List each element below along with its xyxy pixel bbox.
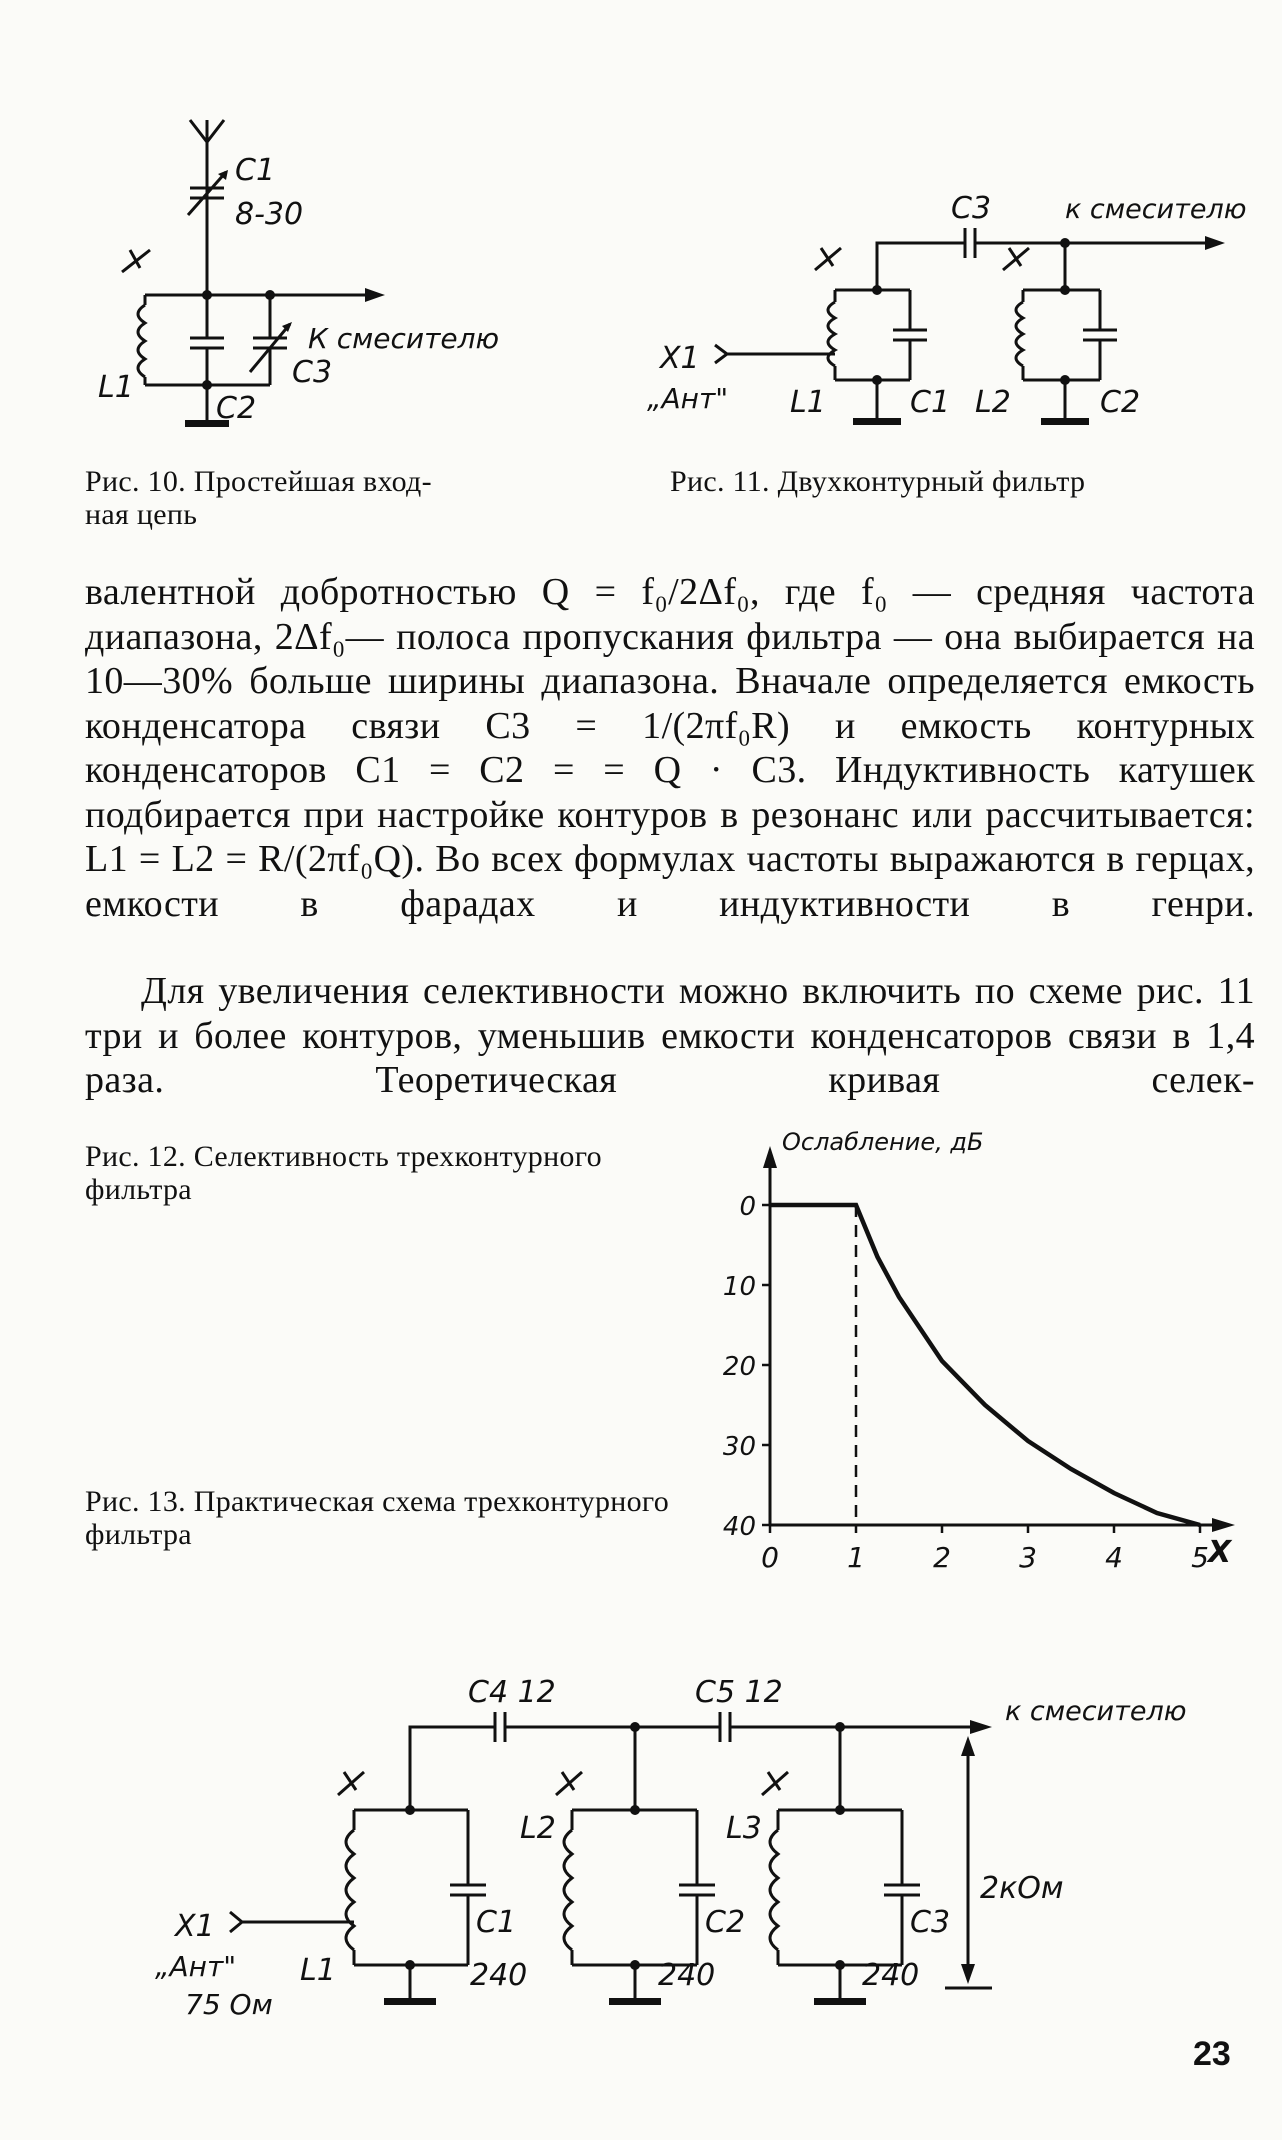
body-paragraph-1: валентной добротностью Q = f₀/2Δf₀, где f₀ — средняя частота диапазона, 2Δf₀— полоса пропускания фильтра — она выбирается на 10—30% больше ширины диапазона. Вначале определяется емкость конденсатора связи C3 = 1/(2πf₀R) и емкость контурных конденсаторов C1 = C2 = = Q · C3. Индуктивность катушек подбирается при настройке контуров в резонанс или рассчитывается: L1 = L2 = R/(2πf₀Q). Во всех формулах частоты выражаются в герцах, емкости в фарадах и индуктивности в генри.: [85, 571, 1255, 925]
chart-y-tick-label: 0: [739, 1192, 756, 1222]
fig13-label-to-mixer: к смесителю: [1005, 1696, 1187, 1727]
page-number: 23: [1193, 2035, 1231, 2073]
fig12-caption: Рис. 12. Селективность трехконтурного фильтра: [85, 1140, 602, 1206]
chart-x-tick-label: 5: [1191, 1541, 1209, 1574]
chart-x-tick-label: 4: [1105, 1541, 1123, 1574]
fig13-label-x1: X1: [175, 1909, 215, 1944]
fig11-label-x1: X1: [660, 341, 700, 376]
fig13-label-l1: L1: [300, 1953, 336, 1988]
fig13-label-c1-value: 240: [470, 1958, 528, 1993]
fig13-label-resistance: 2кОм: [980, 1871, 1064, 1906]
fig13-label-c2: C2: [705, 1905, 746, 1940]
fig13-label-c3-value: 240: [862, 1958, 920, 1993]
fig11-label-l2: L2: [975, 385, 1011, 420]
fig13-label-c4: C4 12: [468, 1675, 556, 1710]
fig11-label-l1: L1: [790, 385, 826, 420]
fig10-label-c3: C3: [292, 355, 333, 390]
fig12-selectivity-chart: [690, 1120, 1250, 1580]
fig11-label-c3: C3: [951, 191, 992, 226]
chart-x-tick-label: 2: [933, 1541, 951, 1574]
fig13-label-l3: L3: [726, 1811, 762, 1846]
fig13-label-c5: C5 12: [695, 1675, 783, 1710]
fig11-label-ant: „Ант": [647, 382, 729, 415]
fig11-label-c2: C2: [1100, 385, 1141, 420]
fig11-label-c1: C1: [910, 385, 951, 420]
fig13-label-c3: C3: [910, 1905, 951, 1940]
figure-13-circuit: [150, 1675, 1250, 2021]
chart-y-tick-label: 30: [722, 1432, 756, 1462]
chart-y-tick-label: 40: [722, 1512, 756, 1542]
fig10-label-c1: C1: [235, 153, 276, 188]
fig13-label-ohm: 75 Ом: [185, 1988, 273, 2021]
fig13-label-l2: L2: [520, 1811, 556, 1846]
chart-x-tick-label: 3: [1019, 1541, 1037, 1574]
fig13-label-c1: C1: [476, 1905, 517, 1940]
fig10-label-c1-range: 8-30: [235, 197, 304, 232]
chart-y-tick-label: 20: [722, 1352, 756, 1382]
fig10-label-c2: C2: [216, 391, 257, 426]
fig13-label-ant: „Ант": [155, 1950, 237, 1983]
chart-series-attenuation: [770, 1205, 1200, 1525]
body-paragraph-2: Для увеличения селективности можно включить по схеме рис. 11 три и более контуров, уменьшив емкости конденсаторов связи в 1,4 раза. Теоретическая кривая селек-: [85, 970, 1255, 1101]
fig11-caption: Рис. 11. Двухконтурный фильтр: [670, 465, 1086, 498]
fig10-label-to-mixer: К смесителю: [308, 322, 500, 355]
chart-x-tick-label: 1: [847, 1541, 865, 1574]
fig10-caption: Рис. 10. Простейшая вход- ная цепь: [85, 465, 432, 531]
chart-x-tick-label: 0: [761, 1541, 779, 1574]
fig10-label-l1: L1: [98, 370, 134, 405]
fig13-caption: Рис. 13. Практическая схема трехконтурного фильтра: [85, 1485, 670, 1551]
figure-11-circuit: [647, 190, 1275, 450]
chart-x-label: X: [1208, 1535, 1232, 1570]
fig13-label-c2-value: 240: [658, 1958, 716, 1993]
fig11-label-to-mixer: к смесителю: [1065, 194, 1247, 225]
chart-y-tick-label: 10: [722, 1272, 756, 1302]
chart-y-label: Ослабление, дБ: [782, 1128, 984, 1156]
